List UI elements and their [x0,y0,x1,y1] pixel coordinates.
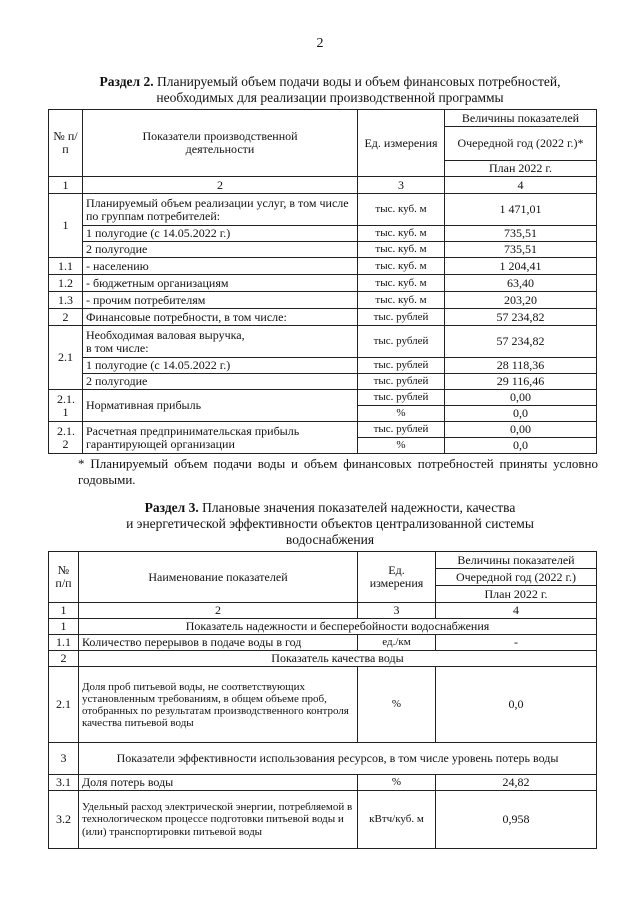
row-unit: ед./км [358,635,436,651]
row-value: 0,958 [436,791,597,849]
table-row [49,194,597,226]
s2-header-plan: План 2022 г. [445,161,597,177]
row-value: 0,0 [445,438,597,454]
row-name: Необходимая валовая выручка, в том числе: [83,326,358,358]
row-name: Доля проб питьевой воды, не соответствующих установленным требованиям, в общем объеме проб, отобранных по результатам производственного контроля качества питьевой воды [79,667,358,743]
table-row [49,374,597,390]
table-row [49,775,597,791]
section3-title-line3: водоснабжения [285,532,375,547]
row-name: Финансовые потребности, в том числе: [83,309,358,326]
row-num: 1.2 [49,275,83,292]
row-num: 2.1 [49,667,79,743]
row-num: 2 [49,309,83,326]
group-title: Показатель качества воды [79,651,597,667]
s3-colnum: 3 [358,603,436,619]
row-value: 29 116,46 [445,374,597,390]
table-row [49,275,597,292]
row-unit: тыс. куб. м [358,242,445,258]
section2-table [48,109,597,454]
row-value: 735,51 [445,242,597,258]
page-number: 2 [316,36,324,51]
row-unit: % [358,438,445,454]
row-unit: тыс. рублей [358,374,445,390]
section2-footnote: * Планируемый объем подачи воды и объем финансовых потребностей приняты условно годовыми. [78,456,598,487]
row-value: 735,51 [445,226,597,242]
row-value: 28 118,36 [445,358,597,374]
row-num: 2.1. 2 [49,422,83,454]
row-unit: тыс. куб. м [358,226,445,242]
row-name: 1 полугодие (с 14.05.2022 г.) [83,358,358,374]
s3-colnum: 1 [49,603,79,619]
section2-title-line2: необходимых для реализации производственной программы [156,90,504,105]
row-unit: % [358,667,436,743]
row-unit: тыс. куб. м [358,292,445,309]
s3-header-indicator: Наименование показателей [79,552,358,603]
table-row [49,292,597,309]
row-unit: тыс. рублей [358,422,445,438]
table-row [49,226,597,242]
row-name: - населению [83,258,358,275]
table-row [49,309,597,326]
row-name: - бюджетным организациям [83,275,358,292]
s2-colnum: 1 [49,177,83,194]
s2-colnum: 2 [83,177,358,194]
table-group-row [49,651,597,667]
s3-header-num: № п/п [49,552,79,603]
row-num: 3.2 [49,791,79,849]
row-num: 2.1. 1 [49,390,83,422]
row-num: 3.1 [49,775,79,791]
row-name: Планируемый объем реализации услуг, в том числе по группам потребителей: [83,194,358,226]
s2-header-next-year: Очередной год (2022 г.)* [445,127,597,161]
table-group-row [49,619,597,635]
row-num: 1.3 [49,292,83,309]
row-name: 1 полугодие (с 14.05.2022 г.) [83,226,358,242]
s3-header-unit: Ед. измерения [358,552,436,603]
section2-title-bold: Раздел 2. [99,74,154,89]
row-name: Нормативная прибыль [83,390,358,422]
table-row [49,791,597,849]
row-value: 57 234,82 [445,326,597,358]
row-value: - [436,635,597,651]
section2-title-rest: Планируемый объем подачи воды и объем финансовых потребностей, [156,74,561,89]
section3-title-bold: Раздел 3. [144,500,199,515]
row-name: - прочим потребителям [83,292,358,309]
s3-colnum: 4 [436,603,597,619]
row-value: 0,00 [445,422,597,438]
table-row [49,667,597,743]
table-row [49,242,597,258]
row-num: 3 [49,743,79,775]
row-num: 2 [49,651,79,667]
row-value: 0,0 [436,667,597,743]
row-num: 1 [49,194,83,258]
table-row [49,358,597,374]
row-name: Количество перерывов в подаче воды в год [79,635,358,651]
row-name: Удельный расход электрической энергии, потребляемой в технологическом процессе подготовки питьевой воды и (или) транспортировки питьевой воды [79,791,358,849]
row-unit: тыс. рублей [358,390,445,406]
section3-title-line2: и энергетической эффективности объектов централизованной системы [126,516,534,531]
row-num: 1 [49,619,79,635]
group-title: Показатели эффективности использования ресурсов, в том числе уровень потерь воды [79,743,597,775]
row-unit: % [358,775,436,791]
row-value: 63,40 [445,275,597,292]
row-unit: кВтч/куб. м [358,791,436,849]
table-row [49,326,597,358]
row-unit: тыс. рублей [358,309,445,326]
s2-colnum: 4 [445,177,597,194]
row-unit: тыс. рублей [358,358,445,374]
row-name: Доля потерь воды [79,775,358,791]
section3-title [60,500,600,548]
s3-header-next-year: Очередной год (2022 г.) [436,569,597,586]
row-unit: тыс. куб. м [358,275,445,292]
row-value: 0,00 [445,390,597,406]
row-num: 1.1 [49,635,79,651]
s2-header-num: № п/п [49,110,83,177]
section3-title-rest: Плановые значения показателей надежности, качества [202,500,516,515]
row-name: Расчетная предпринимательская прибыль гарантирующей организации [83,422,358,454]
row-value: 0,0 [445,406,597,422]
table-group-row [49,743,597,775]
row-value: 203,20 [445,292,597,309]
table-row [49,258,597,275]
s2-header-values: Величины показателей [445,110,597,127]
row-value: 24,82 [436,775,597,791]
row-num: 2.1 [49,326,83,390]
row-num: 1.1 [49,258,83,275]
row-name: 2 полугодие [83,374,358,390]
row-unit: % [358,406,445,422]
row-value: 1 471,01 [445,194,597,226]
group-title: Показатель надежности и бесперебойности водоснабжения [79,619,597,635]
s2-header-indicator: Показатели производственной деятельности [83,110,358,177]
row-name: 2 полугодие [83,242,358,258]
row-unit: тыс. рублей [358,326,445,358]
row-unit: тыс. куб. м [358,194,445,226]
table-row [49,635,597,651]
row-unit: тыс. куб. м [358,258,445,275]
row-value: 57 234,82 [445,309,597,326]
s2-header-unit: Ед. измерения [358,110,445,177]
table-row [49,390,597,406]
section2-title [60,74,600,106]
s3-colnum: 2 [79,603,358,619]
s2-colnum: 3 [358,177,445,194]
table-row [49,422,597,438]
row-value: 1 204,41 [445,258,597,275]
section3-table [48,551,597,849]
s3-header-values: Величины показателей [436,552,597,569]
s3-header-plan: План 2022 г. [436,586,597,603]
